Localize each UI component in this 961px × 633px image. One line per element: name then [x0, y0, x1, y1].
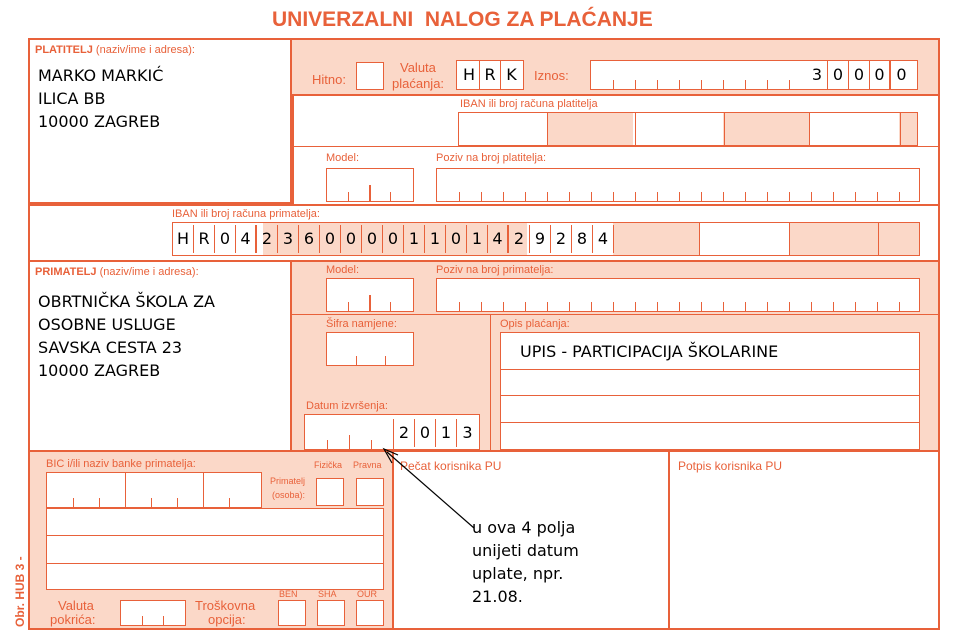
- recipient-iban-label: IBAN ili broj računa primatelja:: [172, 208, 320, 220]
- troskovna-label-2: opcija:: [208, 612, 246, 627]
- potpis-label: Potpis korisnika PU: [678, 459, 783, 473]
- form-title: UNIVERZALNI NALOG ZA PLAĆANJE: [272, 8, 653, 31]
- recipient-model-label: Model:: [326, 264, 360, 276]
- iban-char: 4: [488, 225, 509, 253]
- recipient-label: PRIMATELJ (naziv/ime i adresa):: [35, 266, 199, 278]
- annotation-line-2: unijeti datum: [472, 541, 579, 560]
- recipient-city[interactable]: 10000 ZAGREB: [38, 361, 161, 380]
- ben-label: BEN: [279, 589, 298, 599]
- iznos-label: Iznos:: [534, 68, 569, 83]
- recipient-name-line1[interactable]: OBRTNIČKA ŠKOLA ZA: [38, 292, 215, 311]
- iban-char: 8: [572, 225, 593, 253]
- fizicka-label: Fizička: [314, 460, 343, 470]
- datum-char: 3: [462, 423, 473, 442]
- datum-char: 1: [436, 419, 457, 447]
- payer-model-label: Model:: [326, 152, 360, 164]
- iban-char: H: [173, 225, 194, 253]
- annotation-line-3: uplate, npr.: [472, 564, 564, 583]
- hitno-label: Hitno:: [312, 72, 346, 87]
- primatelj-osoba-label-1: Primatelj: [270, 476, 306, 486]
- amount-digit: 0: [896, 65, 907, 84]
- payer-name[interactable]: MARKO MARKIĆ: [38, 66, 164, 85]
- valuta-label-1: Valuta: [400, 60, 436, 75]
- currency-char: R: [480, 61, 501, 89]
- annotation-line-4: 21.08.: [472, 587, 523, 606]
- sha-label: SHA: [318, 589, 337, 599]
- primatelj-osoba-label-2: (osoba):: [272, 490, 306, 500]
- recipient-poziv-label: Poziv na broj primatelja:: [436, 264, 554, 276]
- iban-char: 9: [530, 225, 551, 253]
- valuta-label-2: plaćanja:: [392, 76, 445, 91]
- valuta-pokrica-label-2: pokrića:: [50, 612, 96, 627]
- datum-char: 0: [415, 419, 436, 447]
- payer-label: PLATITELJ (naziv/ime i adresa):: [35, 44, 195, 56]
- iban-char: 4: [236, 225, 257, 253]
- datum-label: Datum izvršenja:: [306, 400, 388, 412]
- iban-char: 1: [467, 225, 488, 253]
- troskovna-label-1: Troškovna: [195, 598, 256, 613]
- pravna-label: Pravna: [353, 460, 382, 470]
- iban-char: 0: [320, 225, 341, 253]
- iban-char: 2: [509, 225, 530, 253]
- currency-char: K: [506, 65, 517, 84]
- sifra-label: Šifra namjene:: [326, 318, 397, 330]
- iban-char: 0: [362, 225, 383, 253]
- amount-digit: 3: [807, 61, 828, 89]
- valuta-pokrica-label-1: Valuta: [58, 598, 94, 613]
- opis-label: Opis plaćanja:: [500, 318, 570, 330]
- amount-digit: 0: [828, 61, 849, 89]
- iban-char: 6: [299, 225, 320, 253]
- payer-iban-label: IBAN ili broj računa platitelja: [460, 98, 598, 110]
- opis-value: UPIS - PARTICIPACIJA ŠKOLARINE: [520, 342, 779, 361]
- payer-city[interactable]: 10000 ZAGREB: [38, 112, 161, 131]
- iban-char: 0: [383, 225, 404, 253]
- iban-char: 1: [425, 225, 446, 253]
- iban-char: 1: [404, 225, 425, 253]
- iban-char: 4: [593, 225, 614, 253]
- iban-char: 0: [341, 225, 362, 253]
- iban-char: R: [194, 225, 215, 253]
- currency-char: H: [459, 61, 480, 89]
- payer-poziv-label: Poziv na broj platitelja:: [436, 152, 547, 164]
- datum-char: 2: [394, 419, 415, 447]
- amount-digit: 0: [870, 61, 891, 89]
- payer-address[interactable]: ILICA BB: [38, 89, 106, 108]
- our-label: OUR: [357, 589, 377, 599]
- recipient-address[interactable]: SAVSKA CESTA 23: [38, 338, 183, 357]
- iban-char: 2: [551, 225, 572, 253]
- form-code-label: Obr. HUB 3 -: [13, 556, 27, 627]
- iban-char: 2: [257, 225, 278, 253]
- bic-label: BIC i/ili naziv banke primatelja:: [46, 458, 196, 470]
- iban-char: 0: [446, 225, 467, 253]
- recipient-name-line2[interactable]: OSOBNE USLUGE: [38, 315, 176, 334]
- iban-char: 0: [215, 225, 236, 253]
- iban-char: 3: [278, 225, 299, 253]
- amount-digit: 0: [849, 61, 870, 89]
- pecat-label: Pečat korisnika PU: [400, 459, 502, 473]
- annotation-line-1: u ova 4 polja: [472, 518, 576, 537]
